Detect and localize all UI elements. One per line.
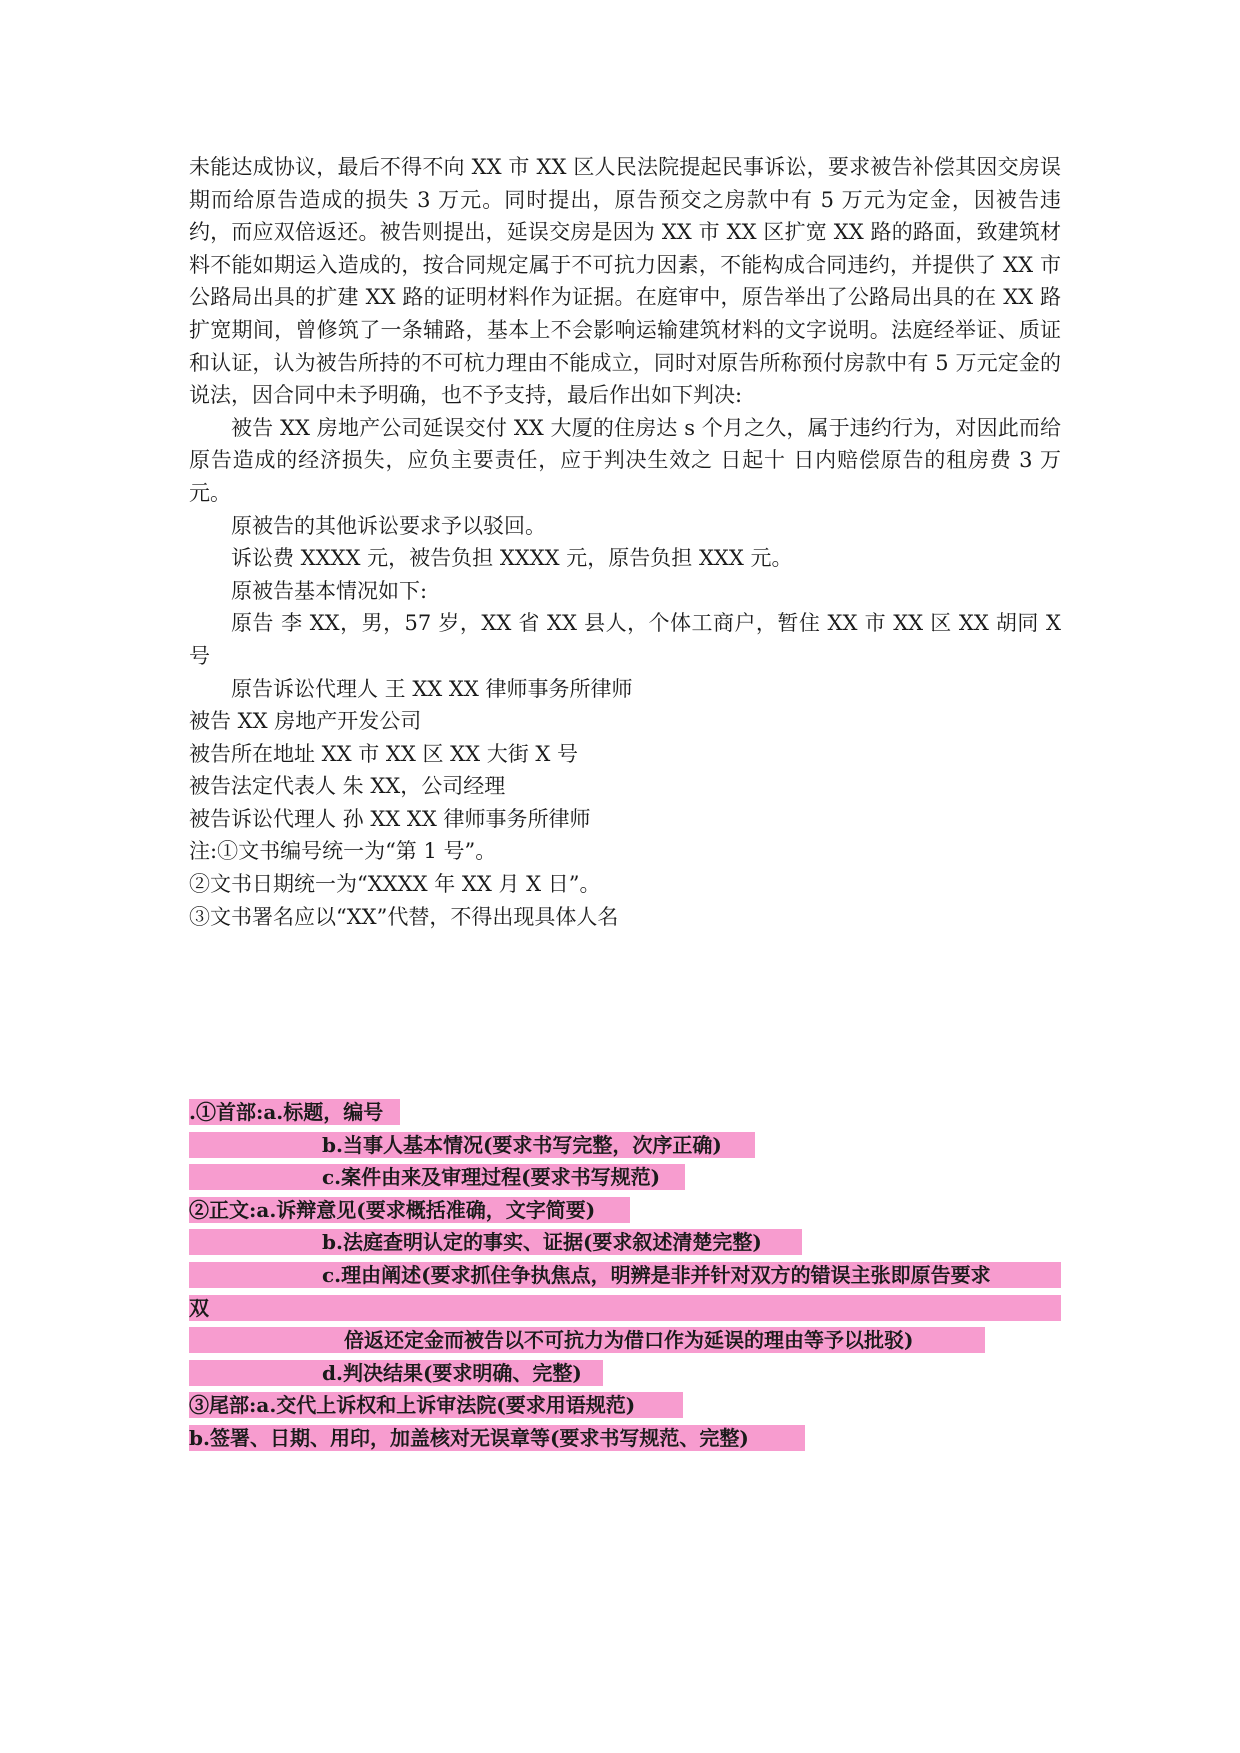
rubric-highlight (189, 1360, 603, 1386)
dismissal-paragraph: 原被告的其他诉讼要求予以驳回。 (231, 513, 546, 538)
rubric-row (189, 1389, 1061, 1422)
rubric-highlight (189, 1262, 1061, 1288)
rubric-text: 倍返还定金而被告以不可抗力为借口作为延误的理由等予以批驳) (344, 1328, 914, 1353)
rubric-row (189, 1292, 1061, 1325)
rubric-row (189, 1096, 1061, 1129)
rubric-highlight (189, 1132, 755, 1158)
facts-paragraph: 未能达成协议，最后不得不向 XX 市 XX 区人民法院提起民事诉讼，要求被告补偿其因交房误期而给原告造成的损失 3 万元。同时提出，原告预交之房款中有 5 万元为定金，因被告违约，而应双倍返还。被告则提出，延误交房是因为 XX 市 XX 区扩宽 XX 路的路面，致建筑材料不能如期运入造成的，按合同规定属于不可抗力因素，不能构成合同违约，并提供了 XX 市公路局出具的扩建 XX 路的证明材料作为证据。在庭审中，原告举出了公路局出具的在 XX 路扩宽期间，曾修筑了一条辅路，基本上不会影响运输建筑材料的文字说明。法庭经举证、质证和认证，认为被告所持的不可杭力理由不能成立，同时对原告所称预付房款中有 5 万元定金的说法，因合同中未予明确，也不予支持，最后作出如下判决: (189, 155, 1061, 408)
defendant-info: 被告 XX 房地产开发公司 (189, 709, 422, 734)
plaintiff-info: 原告 李 XX，男，57 岁，XX 省 XX 县人，个体工商户，暂住 XX 市 XX 区 XX 胡同 X 号 (189, 611, 1061, 668)
grading-rubric (189, 1096, 1061, 1455)
rubric-row (189, 1226, 1061, 1259)
rubric-text: d.判决结果(要求明确、完整) (322, 1360, 582, 1385)
rubric-text: b.签署、日期、用印，加盖核对无误章等(要求书写规范、完整) (189, 1425, 749, 1450)
note-2: ②文书日期统一为“XXXX 年 XX 月 X 日”。 (189, 872, 601, 897)
rubric-row (189, 1324, 1061, 1357)
rubric-row (189, 1129, 1061, 1162)
rubric-text: 双 (189, 1295, 209, 1320)
rubric-highlight (189, 1392, 683, 1418)
rubric-text: ②正文:a.诉辩意见(要求概括准确，文字简要) (189, 1197, 596, 1222)
note-3: ③文书署名应以“XX”代替，不得出现具体人名 (189, 904, 619, 929)
rubric-row (189, 1194, 1061, 1227)
rubric-highlight (189, 1295, 1061, 1321)
rubric-row (189, 1357, 1061, 1390)
plaintiff-agent: 原告诉讼代理人 王 XX XX 律师事务所律师 (231, 676, 633, 701)
rubric-highlight (189, 1425, 805, 1451)
rubric-text: b.法庭查明认定的事实、证据(要求叙述清楚完整) (322, 1230, 762, 1255)
rubric-text: c.理由阐述(要求抓住争执焦点，明辨是非并针对双方的错误主张即原告要求 (322, 1262, 991, 1287)
rubric-highlight (189, 1099, 400, 1125)
rubric-highlight (189, 1197, 630, 1223)
judgment-body (189, 151, 1061, 933)
note-1: 注:①文书编号统一为“第 1 号”。 (189, 839, 497, 864)
rubric-highlight (189, 1229, 802, 1255)
rubric-highlight (189, 1327, 985, 1353)
rubric-highlight (189, 1164, 685, 1190)
rubric-text: c.案件由来及审理过程(要求书写规范) (322, 1165, 661, 1190)
defendant-agent: 被告诉讼代理人 孙 XX XX 律师事务所律师 (189, 806, 591, 831)
costs-paragraph: 诉讼费 XXXX 元，被告负担 XXXX 元，原告负担 XXX 元。 (231, 546, 793, 571)
rubric-text: ③尾部:a.交代上诉权和上诉审法院(要求用语规范) (189, 1393, 636, 1418)
rubric-text: b.当事人基本情况(要求书写完整，次序正确) (322, 1132, 722, 1157)
defendant-address: 被告所在地址 XX 市 XX 区 XX 大街 X 号 (189, 741, 579, 766)
rubric-text: .①首部:a.标题，编号 (189, 1100, 384, 1124)
defendant-representative: 被告法定代表人 朱 XX，公司经理 (189, 774, 506, 799)
parties-intro: 原被告基本情况如下: (231, 578, 428, 603)
rubric-row (189, 1422, 1061, 1455)
rubric-row (189, 1161, 1061, 1194)
judgment-paragraph: 被告 XX 房地产公司延误交付 XX 大厦的住房达 s 个月之久，属于违约行为，对因此而给原告造成的经济损失，应负主要责任，应于判决生效之 日起十 日内赔偿原告的租房费 3 万元。 (189, 415, 1061, 505)
rubric-row (189, 1259, 1061, 1292)
